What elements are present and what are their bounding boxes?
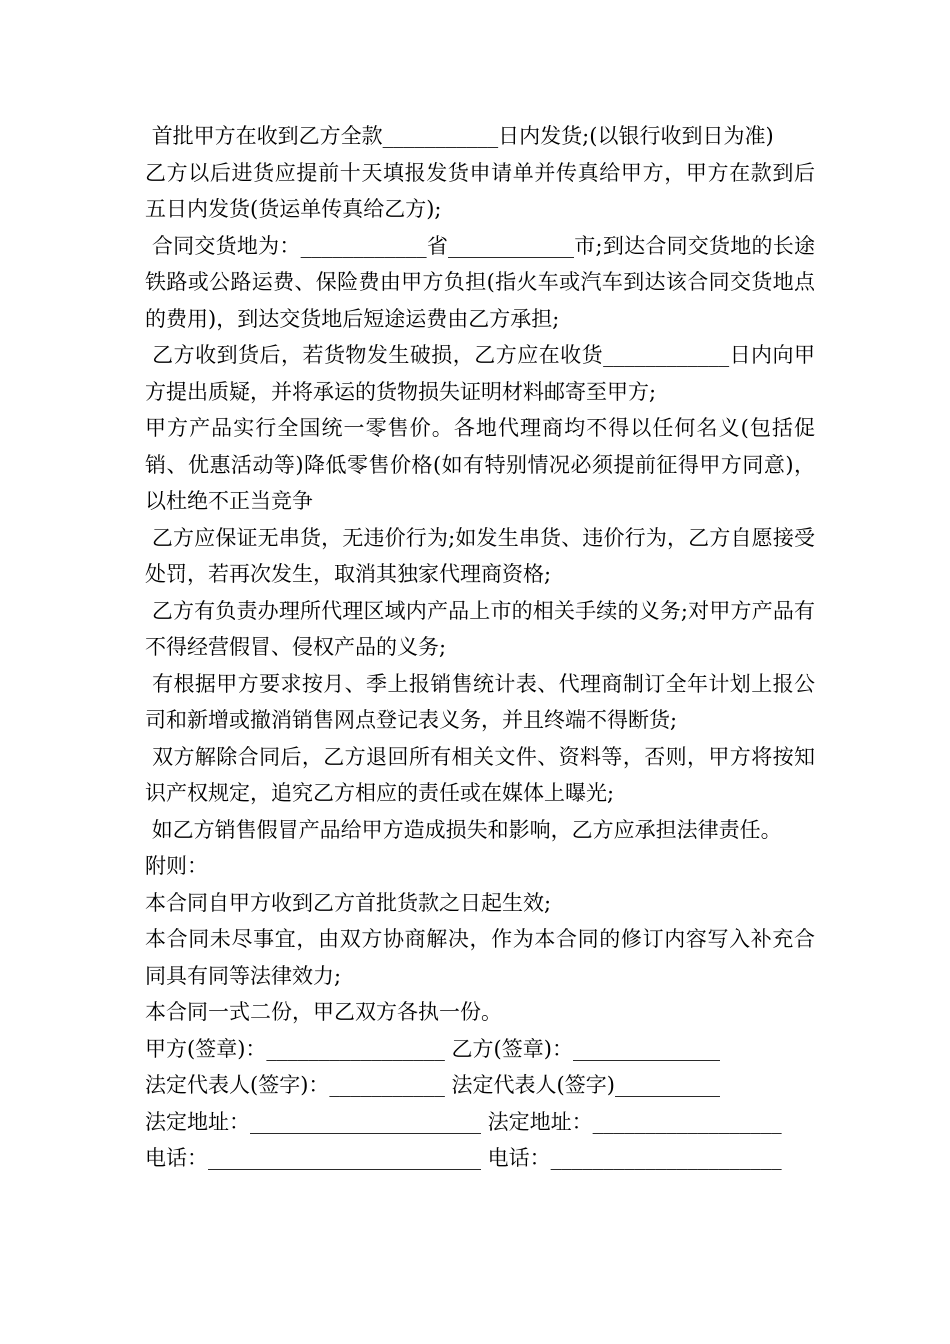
signature-line-seal: 甲方(签章)：_________________ 乙方(签章)：______________ bbox=[145, 1036, 720, 1061]
signature-line-address: 法定地址：______________________ 法定地址：__________________ bbox=[145, 1109, 782, 1134]
clause-restock-delivery: 乙方以后进货应提前十天填报发货申请单并传真给甲方，甲方在款到后五日内发货(货运单传真给乙方); bbox=[145, 160, 815, 221]
clause-sales-reporting: 有根据甲方要求按月、季上报销售统计表、代理商制订全年计划上报公司和新增或撤消销售网点登记表义务，并且终端不得断货; bbox=[145, 671, 815, 732]
clause-market-procedures: 乙方有负责办理所代理区域内产品上市的相关手续的义务;对甲方产品有不得经营假冒、侵权产品的义务; bbox=[145, 598, 815, 659]
appendix-heading: 附则： bbox=[145, 854, 208, 878]
appendix-copies: 本合同一式二份，甲乙双方各执一份。 bbox=[145, 1000, 502, 1024]
signature-line-phone: 电话：__________________________ 电话：______________________ bbox=[145, 1146, 782, 1170]
appendix-effective-date: 本合同自甲方收到乙方首批货款之日起生效; bbox=[145, 890, 552, 915]
appendix-unresolved-matters: 本合同未尽事宜，由双方协商解决，作为本合同的修订内容写入补充合同具有同等法律效力; bbox=[145, 927, 815, 988]
contract-body bbox=[145, 118, 815, 1177]
clause-termination: 双方解除合同后，乙方退回所有相关文件、资料等，否则，甲方将按知识产权规定，追究乙方相应的责任或在媒体上曝光; bbox=[145, 744, 815, 805]
signature-line-representative: 法定代表人(签字)：___________ 法定代表人(签字)__________ bbox=[145, 1073, 720, 1097]
clause-counterfeit-liability: 如乙方销售假冒产品给甲方造成损失和影响，乙方应承担法律责任。 bbox=[145, 817, 782, 842]
clause-first-delivery: 首批甲方在收到乙方全款___________日内发货;(以银行收到日为准) bbox=[145, 124, 774, 148]
clause-delivery-location: 合同交货地为：____________省____________市;到达合同交货地的长途铁路或公路运费、保险费由甲方负担(指火车或汽车到达该合同交货地点的费用)，到达交货地后短途运费由乙方承担; bbox=[145, 233, 815, 331]
clause-damage-claim: 乙方收到货后，若货物发生破损，乙方应在收货____________日内向甲方提出质疑，并将承运的货物损失证明材料邮寄至甲方; bbox=[145, 343, 815, 404]
clause-unified-price: 甲方产品实行全国统一零售价。各地代理商均不得以任何名义(包括促销、优惠活动等)降低零售价格(如有特别情况必须提前征得甲方同意)，以杜绝不正当竞争 bbox=[145, 416, 815, 513]
clause-no-cross-selling: 乙方应保证无串货，无违价行为;如发生串货、违价行为，乙方自愿接受处罚，若再次发生，取消其独家代理商资格; bbox=[145, 525, 815, 586]
